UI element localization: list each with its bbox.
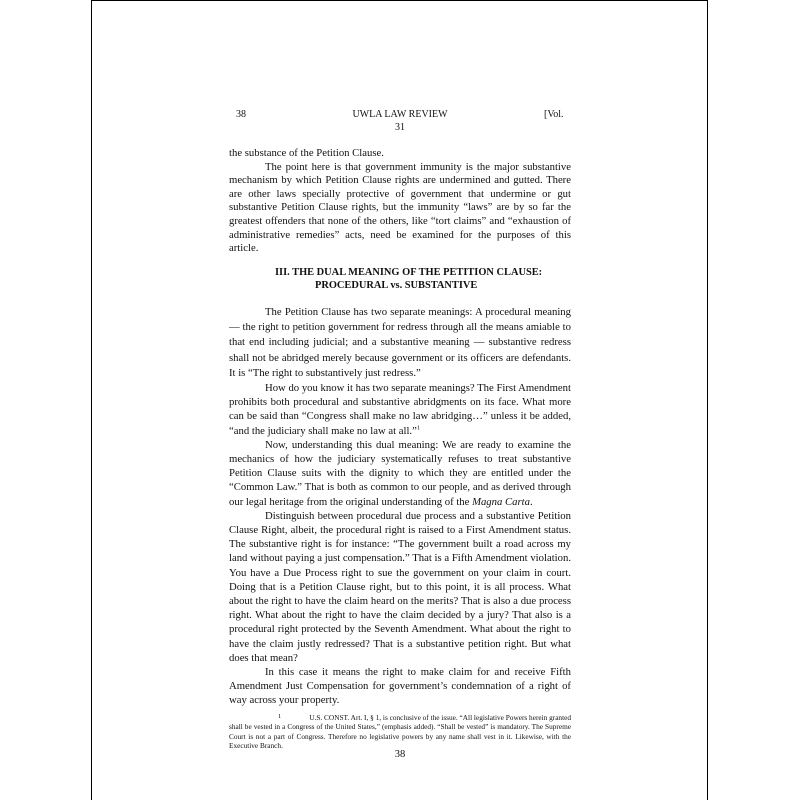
paragraph: In this case it means the right to make claim for and receive Fifth Amendment Just Compensation for government’s condemnation of a right of way across your property.: [229, 666, 571, 707]
paragraph: The Petition Clause has two separate meanings: A procedural meaning — the right to petition government for redress through all the means amiable to that end including judicial; and a substantive meaning — substantive redress shall not be abridged merely because government or its officers are defendants. It is “The right to substantively just redress.”: [229, 305, 571, 379]
footnote-text: U.S. CONST. Art. I, § 1, is conclusive of the issue. “All legislative Powers herein granted shall be vested in a Congress of the United States,” (emphasis added). “Shall be vested” is mandatory. The Supreme Court is not a part of Congress. Therefore no legislative powers by any name shall vest in it. Likewise, with the Executive Branch.: [229, 713, 571, 750]
journal-title: UWLA LAW REVIEW: [352, 109, 448, 120]
footer-page-number: 38: [394, 749, 406, 760]
footnote-number: 1: [278, 713, 282, 720]
paragraph-text: How do you know it has two separate meanings? The First Amendment prohibits both procedural and substantive abridgments on its face. What more can be said than “Congress shall make no law abridging…” unless it be added, “and the judiciary shall make no law at all.”: [229, 381, 571, 437]
section-heading: [229, 266, 571, 293]
footnote-reference[interactable]: 1: [416, 424, 421, 431]
paragraph-text: .: [529, 495, 533, 508]
paragraph: [229, 381, 571, 438]
footnote: [229, 712, 571, 750]
volume-label: [Vol.: [544, 109, 564, 120]
paragraph-text: Now, understanding this dual meaning: We are ready to examine the mechanics of how the judiciary systematically refuses to treat substantive Petition Clause suits with the dignity to which they are entitled under the “Common Law.” That is both as common to our people, and as derived through our legal heritage from the original understanding of the: [229, 438, 571, 508]
article-body: [229, 147, 571, 708]
header-page-number: 38: [236, 109, 246, 120]
paragraph: [229, 438, 571, 509]
volume-number: 31: [395, 122, 405, 133]
paragraph: the substance of the Petition Clause.: [229, 147, 384, 159]
paragraph: The point here is that government immunity is the major substantive mechanism by which Petition Clause rights are undermined and gutted. There are other laws specially protective of government that undermine or gut substantive Petition Clause rights, but the immunity “laws” are by so far the greatest offenders that none of the others, like “tort claims” and “exhaustion of administrative remedies” acts, need be examined for the purposes of this article.: [229, 160, 571, 255]
running-header: [229, 109, 571, 133]
paragraph: Distinguish between procedural due process and a substantive Petition Clause Right, albeit, the procedural right is raised to a First Amendment status. The substantive right is for instance: “The government built a road across my land without paying a just compensation.” That is a Fifth Amendment violation. You have a Due Process right to sue the government on your claim in court. Doing that is a Petition Clause right, but to this point, it is all process. What about the right to have the claim heard on the merits? That is also a due process right. What about the right to have the claim decided by a jury? That also is a procedural right protected by the Seventh Amendment. What about the right to have the claim justly redressed? That is a substantive petition right. But what does that mean?: [229, 509, 571, 664]
section-heading-line-2: PROCEDURAL vs. SUBSTANTIVE: [315, 280, 478, 292]
italic-term: Magna Carta: [472, 495, 530, 508]
section-heading-line-1: III. THE DUAL MEANING OF THE PETITION CLAUSE:: [275, 266, 543, 278]
